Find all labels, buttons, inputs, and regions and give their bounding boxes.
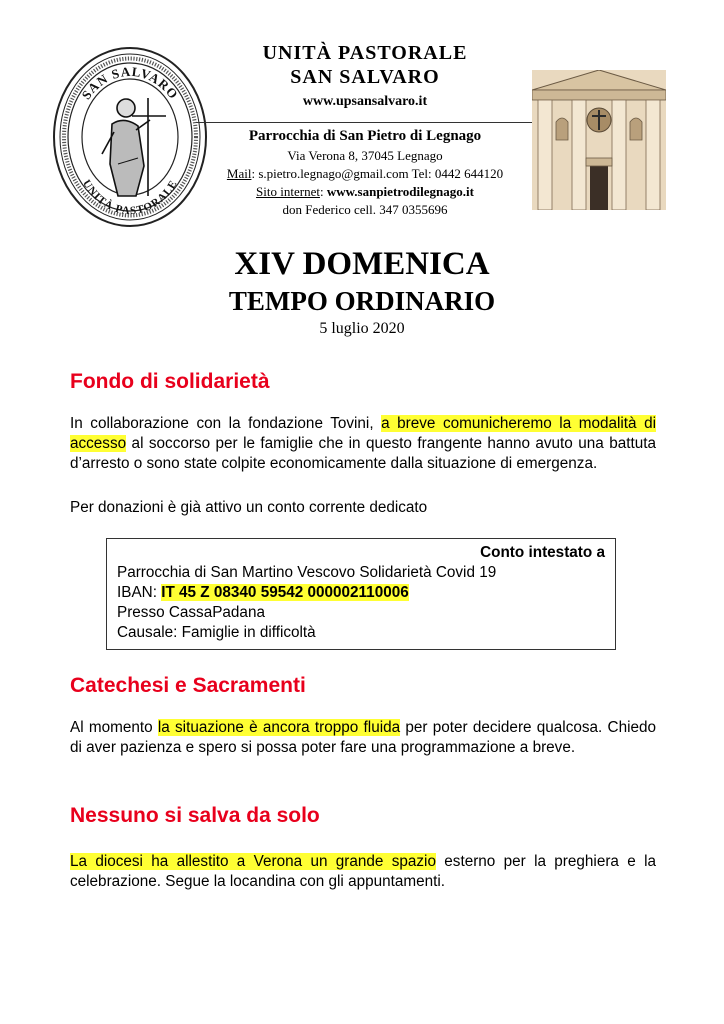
catechesis-highlight: la situazione è ancora troppo fluida <box>157 719 401 736</box>
alone-heading: Nessuno si salva da solo <box>70 804 320 827</box>
catechesis-text-b: per poter decidere qualcosa. Chiedo di aver pazienza e spero si possa poter fare una programmazione a breve. <box>70 719 656 756</box>
catechesis-heading: Catechesi e Sacramenti <box>70 674 306 697</box>
unit-website-link[interactable]: www.upsansalvaro.it <box>302 94 428 109</box>
parish-address: Via Verona 8, 37045 Legnago <box>287 148 443 163</box>
sunday-title: XIV DOMENICA <box>234 246 490 282</box>
liturgical-season: TEMPO ORDINARIO <box>228 286 496 316</box>
site-separator: : <box>319 184 327 199</box>
mail-and-phone[interactable]: : s.pietro.legnago@gmail.com Tel: 0442 644120 <box>251 166 504 181</box>
bank-name: Presso CassaPadana <box>117 604 265 621</box>
alone-paragraph <box>70 852 656 892</box>
payment-reason: Causale: Famiglie in difficoltà <box>117 624 316 641</box>
iban-label: IBAN: <box>117 584 162 601</box>
solidarity-text-b: al soccorso per le famiglie che in questo frangente hanno avuto una battuta d’arresto o sono state colpite economicamente dalla situazione di emergenza. <box>70 435 656 472</box>
donation-line: Per donazioni è già attivo un conto corrente dedicato <box>70 499 428 516</box>
account-holder: Parrocchia di San Martino Vescovo Solidarietà Covid 19 <box>117 564 497 581</box>
unit-title-line1: UNITÀ PASTORALE <box>262 42 468 64</box>
catechesis-paragraph <box>70 718 656 758</box>
alone-text: esterno per la preghiera e la celebrazione. Segue la locandina con gli appuntamenti. <box>70 853 656 890</box>
iban-value: IT 45 Z 08340 59542 000002110006 <box>161 584 409 601</box>
unita-pastorale-seal-logo <box>52 46 208 228</box>
site-label: Sito internet <box>256 184 320 199</box>
alone-highlight: La diocesi ha allestito a Verona un grande spazio <box>70 853 436 870</box>
priest-contact: don Federico cell. 347 0355696 <box>282 202 448 217</box>
parish-contacts <box>200 166 530 182</box>
seal-bottom-text: UNITÀ PASTORALE <box>80 177 180 218</box>
parish-website-link[interactable]: www.sanpietrodilegnago.it <box>326 184 474 199</box>
header-divider <box>196 122 546 123</box>
parish-name: Parrocchia di San Pietro di Legnago <box>248 128 482 144</box>
bank-account-box <box>106 538 616 650</box>
solidarity-text-a: In collaborazione con la fondazione Tovini, <box>70 415 382 432</box>
account-box-heading: Conto intestato a <box>480 544 605 561</box>
church-facade-illustration <box>532 70 666 210</box>
seal-top-text: SAN SALVARO <box>78 63 182 103</box>
solidarity-heading: Fondo di solidarietà <box>70 370 270 393</box>
solidarity-highlight: a breve comunicheremo la modalità di accesso <box>70 415 657 452</box>
catechesis-text-a: Al momento <box>70 719 158 736</box>
date: 5 luglio 2020 <box>319 320 405 337</box>
mail-label: Mail <box>226 166 252 181</box>
iban-line <box>117 583 605 603</box>
unit-title-line2: SAN SALVARO <box>290 66 440 88</box>
parish-website-line <box>200 184 530 200</box>
solidarity-paragraph <box>70 414 656 474</box>
